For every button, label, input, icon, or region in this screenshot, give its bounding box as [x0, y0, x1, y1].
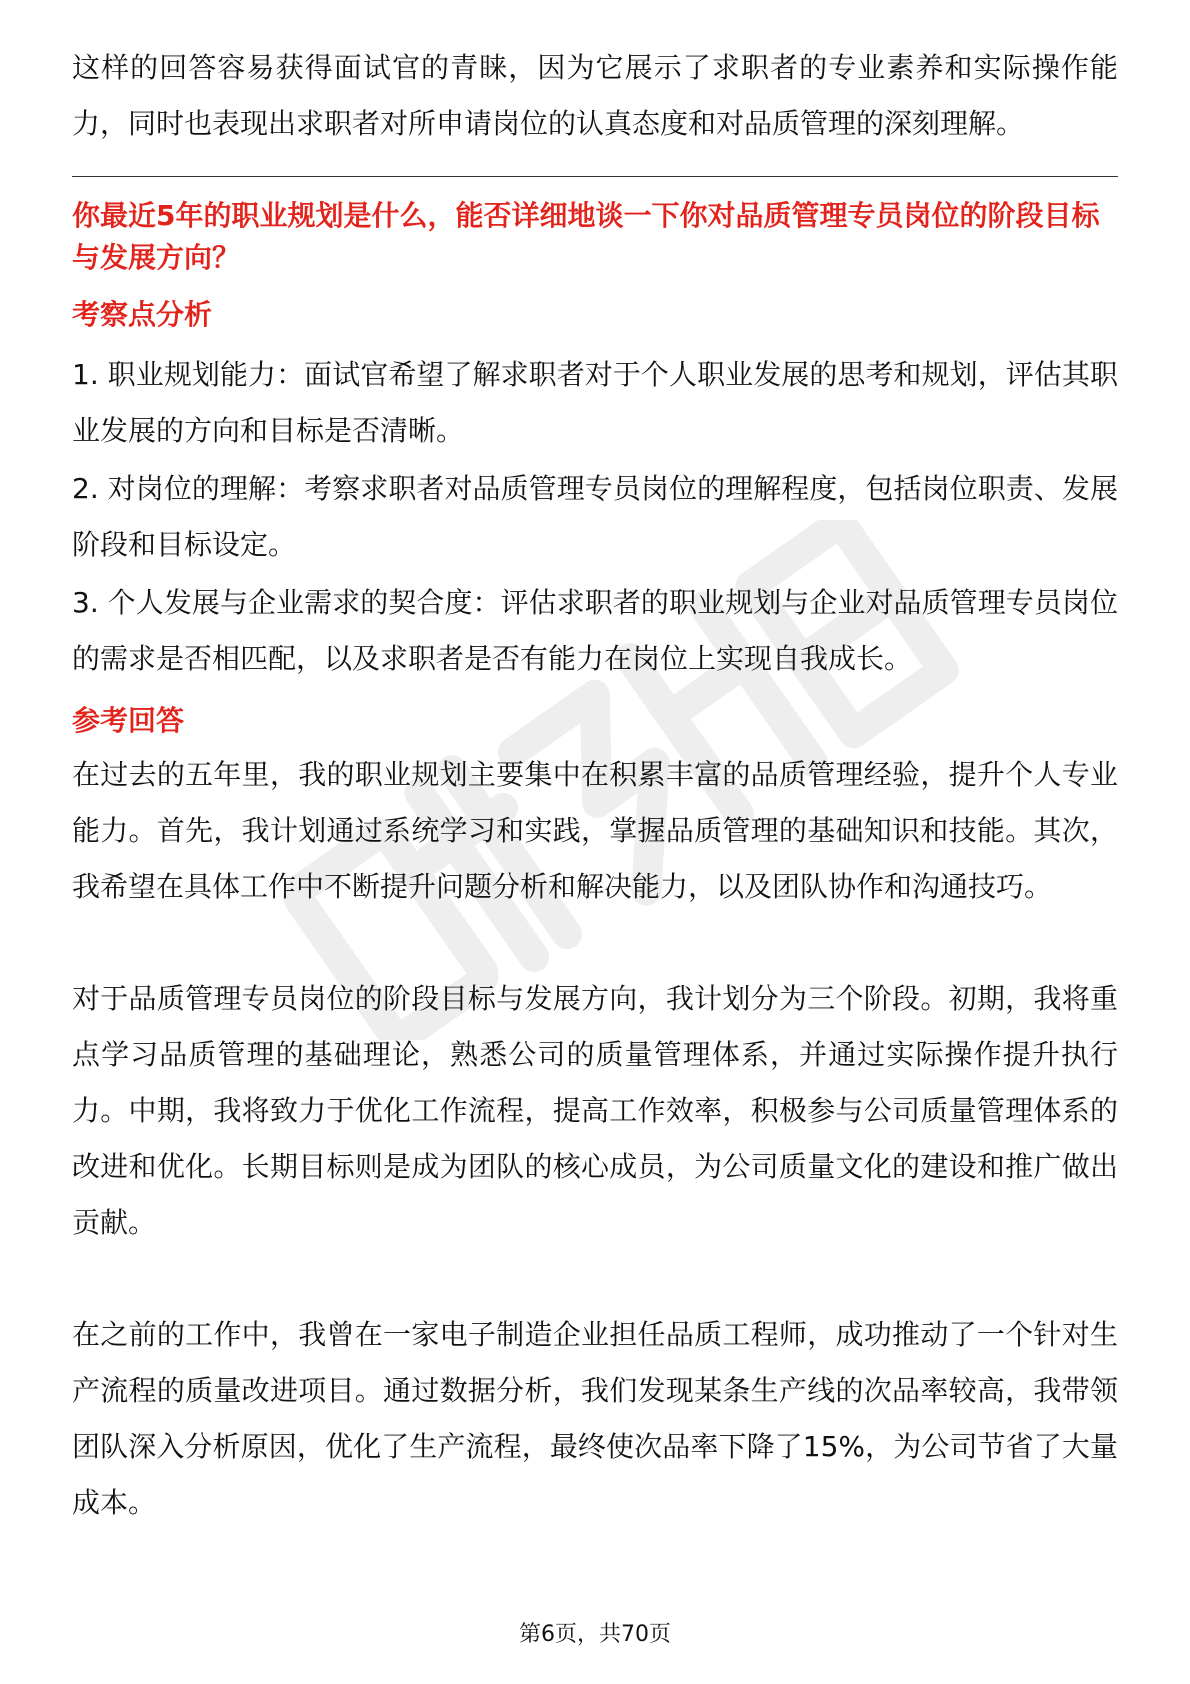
answer-title: 参考回答 — [72, 704, 185, 737]
analysis-item-2: 2. 对岗位的理解：考察求职者对品质管理专员岗位的理解程度，包括岗位职责、发展阶段和目标设定。 — [72, 472, 1118, 561]
intro-paragraph: 这样的回答容易获得面试官的青睐，因为它展示了求职者的专业素养和实际操作能力，同时也表现出求职者对所申请岗位的认真态度和对品质管理的深刻理解。 — [72, 51, 1118, 140]
page-footer: 第6页，共70页 — [519, 1622, 671, 1647]
document-content — [72, 40, 1118, 1531]
question-heading: 你最近5年的职业规划是什么，能否详细地谈一下你对品质管理专员岗位的阶段目标与发展方向？ — [72, 199, 1100, 274]
section-divider — [72, 176, 1118, 177]
answer-paragraph-1: 在过去的五年里，我的职业规划主要集中在积累丰富的品质管理经验，提升个人专业能力。首先，我计划通过系统学习和实践，掌握品质管理的基础知识和技能。其次，我希望在具体工作中不断提升问题分析和解决能力，以及团队协作和沟通技巧。 — [72, 758, 1118, 903]
answer-paragraph-2: 对于品质管理专员岗位的阶段目标与发展方向，我计划分为三个阶段。初期，我将重点学习品质管理的基础理论，熟悉公司的质量管理体系，并通过实际操作提升执行力。中期，我将致力于优化工作流程，提高工作效率，积极参与公司质量管理体系的改进和优化。长期目标则是成为团队的核心成员，为公司质量文化的建设和推广做出贡献。 — [72, 982, 1118, 1239]
answer-paragraph-3: 在之前的工作中，我曾在一家电子制造企业担任品质工程师，成功推动了一个针对生产流程的质量改进项目。通过数据分析，我们发现某条生产线的次品率较高，我带领团队深入分析原因，优化了生产流程，最终使次品率下降了15%，为公司节省了大量成本。 — [72, 1318, 1118, 1519]
analysis-item-3: 3. 个人发展与企业需求的契合度：评估求职者的职业规划与企业对品质管理专员岗位的需求是否相匹配，以及求职者是否有能力在岗位上实现自我成长。 — [72, 586, 1118, 675]
analysis-title: 考察点分析 — [72, 298, 213, 331]
analysis-item-1: 1. 职业规划能力：面试官希望了解求职者对于个人职业发展的思考和规划，评估其职业发展的方向和目标是否清晰。 — [72, 358, 1118, 447]
